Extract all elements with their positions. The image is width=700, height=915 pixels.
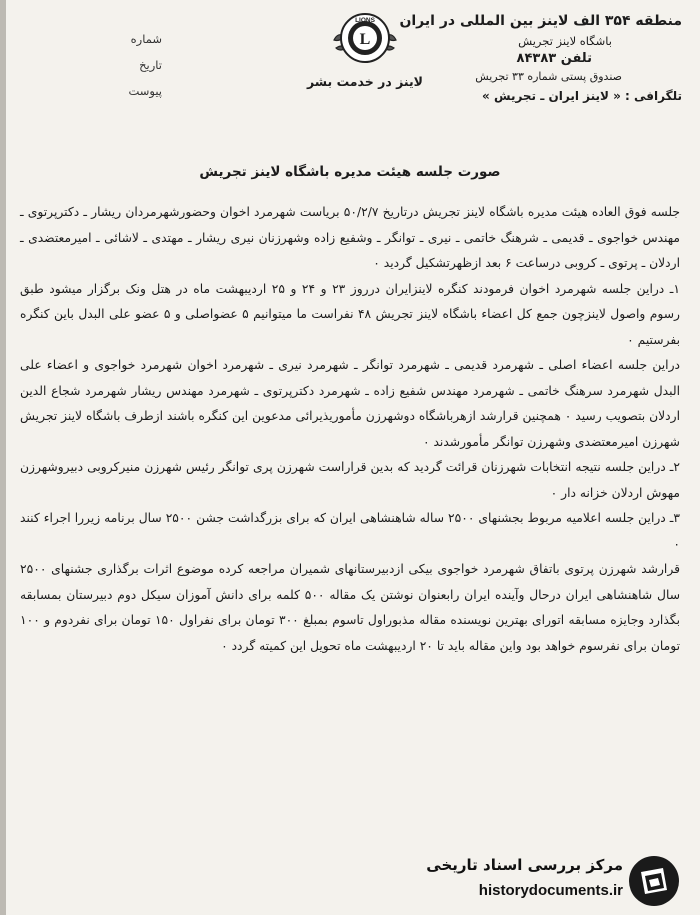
logo-ring-text: LIONS [355, 17, 375, 24]
paragraph-item-3: ۳ـ دراین جلسه اعلامیه مربوط بجشنهای ۲۵۰۰ ساله شاهنشاهی ایران که برای بزرگداشت جشن ۲۵۰۰ سال برنامه زیررا اجراء کنند ۰ [20, 511, 680, 551]
district-line: منطقه ۳۵۴ الف لاینز بین المللی در ایران [399, 13, 682, 29]
club-name: باشگاه لاینز تجریش [518, 34, 612, 48]
watermark-site: historydocuments.ir [478, 882, 623, 899]
watermark-title: مرکز بررسی اسناد تاریخی [426, 856, 623, 874]
attachment-label: پیوست [128, 84, 162, 98]
telegraph-line: تلگرافی : « لاینز ایران ـ تجریش » [482, 89, 682, 103]
letterhead-left [100, 26, 162, 104]
motto: لاینز در خدمت بشر [307, 74, 423, 89]
lions-logo-icon [328, 10, 402, 64]
archive-logo-icon [627, 854, 681, 908]
date-label: تاریخ [139, 58, 162, 72]
document-body [20, 200, 680, 659]
document-title: صورت جلسه هیئت مدیره باشگاه لاینز تجریش [199, 164, 501, 180]
paragraph-intro: جلسه فوق العاده هیئت مدیره باشگاه لاینز تجریش درتاریخ ۵۰/۲/۷ بریاست شهرمرد اخوان وحضورشهرمردان ریشار ـ دکترپرتوی ـ مهندس خواجوی ـ قدیمی ـ شرهنگ خاتمی ـ نیری ـ توانگر ـ وشفیع زاده وشهرزنان نیری ریشار ـ مهتدی ـ لاشائی ـ امیرمعتضدی ـ اردلان ـ پرتوی ـ کروبی درساعت ۶ بعد ازظهرتشکیل گردید ۰ [20, 205, 680, 270]
pobox-line: صندوق پستی شماره ۳۳ تجریش [475, 70, 622, 83]
paragraph-essay-contest: قرارشد شهرزن پرتوی باتفاق شهرمرد خواجوی بیکی ازدبیرستانهای شمیران مراجعه کرده موضوع اثرات برگذاری جشنهای ۲۵۰۰ سال شاهنشاهی ایران درحال وآینده ایران رابعنوان نوشتن یک مقاله ۵۰۰ کلمه برای دانش آموزان سیکل دوم دبیرستان بمسابقه بگذارد وجایزه مسابقه اتورای بهترین نویسنده مقاله مذبوراول تاسوم بمبلغ ۳۰۰ تومان برای نفراول ۱۵۰ تومان برای نفردوم و ۱۰۰ تومان برای نفرسوم خواهد بود واین مقاله باید تا ۲۰ اردیبهشت ماه تحویل این کمیته گردد ۰ [20, 562, 680, 653]
lions-emblem-block [305, 10, 425, 89]
number-label: شماره [130, 32, 162, 46]
phone-line: تلفن ۸۴۳۸۳ [516, 51, 592, 66]
paragraph-item-1: ۱ـ دراین جلسه شهرمرد اخوان فرمودند کنگره لاینزایران درروز ۲۳ و ۲۴ و ۲۵ اردیبهشت ماه در هتل ونک برگزار میشود طبق رسوم واصول لاینزچون جمع کل اعضاء باشگاه لاینز تجریش ۴۸ نفراست ما میتوانیم ۵ عضواصلی و ۵ عضو علی البدل باین کنگره بفرستیم ۰ [20, 281, 680, 347]
paragraph-item-2: ۲ـ دراین جلسه نتیجه انتخابات شهرزنان قرائت گردید که بدین قراراست شهرزن پری توانگر رئیس شهرزن منیرکروبی دبیروشهرزن مهوش اردلان خزانه دار ۰ [20, 460, 680, 500]
letterhead-right [382, 10, 682, 106]
source-watermark [410, 852, 685, 910]
paragraph-delegates: دراین جلسه اعضاء اصلی ـ شهرمرد قدیمی ـ شهرمرد توانگر ـ شهرمرد نیری ـ شهرمرد اخوان شهرمرد خواجوی و اعضاء علی البدل شهرمرد سرهنگ خاتمی ـ شهرمرد مهندس شفیع زاده ـ شهرمرد دکترپرتوی ـ شهرمرد مهندس ریشار شهرمرد شجاع الدین اردلان بتصویب رسید ۰ همچنین قرارشد ازهرباشگاه دوشهرزن مأموریذیرائی مدعوین این کنگره باشند ازطرف باشگاه لاینز تجریش شهرزن امیرمعتضدی وشهرزن توانگر مأمورشدند ۰ [19, 358, 680, 449]
scan-edge [0, 0, 6, 915]
logo-letter: L [359, 31, 371, 48]
